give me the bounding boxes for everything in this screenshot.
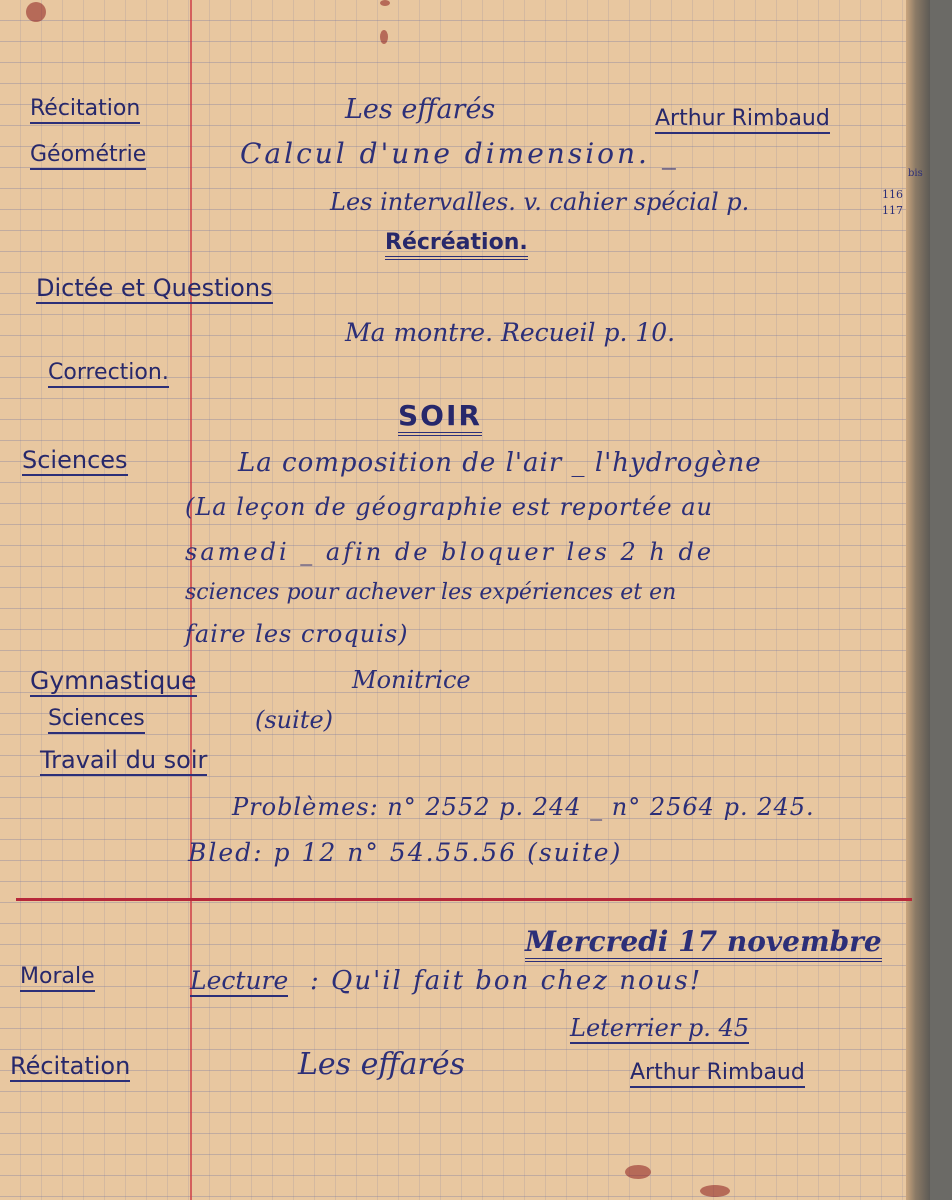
- lecture-source: Leterrier p. 45: [570, 1014, 750, 1042]
- recitation-author: Arthur Rimbaud: [655, 108, 830, 134]
- ink-stain: [26, 2, 46, 22]
- ink-stain: [625, 1165, 651, 1179]
- ink-stain: [700, 1185, 730, 1197]
- recitation2-title: Les effarés: [298, 1047, 465, 1082]
- sciences-line3: samedi _ afin de bloquer les 2 h de: [185, 538, 715, 566]
- bled-text: Bled: p 12 n° 54.55.56 (suite): [188, 838, 623, 867]
- ink-stain: [380, 0, 390, 6]
- page-ref-bottom: 117: [882, 204, 903, 217]
- date-heading: Mercredi 17 novembre: [525, 928, 882, 962]
- ink-stain: [380, 30, 388, 44]
- dictee-text: Ma montre. Recueil p. 10.: [345, 318, 676, 347]
- recitation-label: Récitation: [30, 98, 140, 124]
- sciences-line1: La composition de l'air _ l'hydrogène: [238, 448, 762, 478]
- geometrie-label: Géométrie: [30, 144, 146, 170]
- problemes-text: Problèmes: n° 2552 p. 244 _ n° 2564 p. 245.: [232, 793, 815, 821]
- geometrie-line1: Calcul d'une dimension. _: [240, 137, 679, 170]
- dictee-label: Dictée et Questions: [36, 274, 273, 302]
- gym-text: Monitrice: [352, 666, 471, 694]
- recreation: Récréation.: [385, 232, 528, 260]
- sciences-line5: faire les croquis): [185, 620, 409, 648]
- recitation2-author: Arthur Rimbaud: [630, 1062, 805, 1088]
- recitation-title: Les effarés: [345, 94, 496, 125]
- travail-label: Travail du soir: [40, 746, 208, 774]
- sciences2-text: (suite): [255, 706, 334, 734]
- recitation2-label: Récitation: [10, 1052, 131, 1080]
- sciences-label: Sciences: [22, 446, 128, 474]
- geometrie-line2: Les intervalles. v. cahier spécial p.: [330, 188, 750, 216]
- sciences2-label: Sciences: [48, 708, 145, 734]
- page-ref-top: 116: [882, 188, 903, 201]
- page-ref-bis: bis: [908, 168, 923, 179]
- lecture-text: : Qu'il fait bon chez nous!: [310, 966, 703, 996]
- lecture-label: Lecture: [190, 966, 289, 995]
- gym-label: Gymnastique: [30, 666, 197, 695]
- page-edge: [906, 0, 930, 1200]
- correction-label: Correction.: [48, 362, 169, 388]
- sciences-line2: (La leçon de géographie est reportée au: [185, 493, 713, 521]
- sciences-line4: sciences pour achever les expériences et en: [185, 580, 677, 605]
- morale-label: Morale: [20, 966, 95, 992]
- soir-heading: SOIR: [398, 402, 482, 436]
- day-separator-line: [16, 898, 912, 901]
